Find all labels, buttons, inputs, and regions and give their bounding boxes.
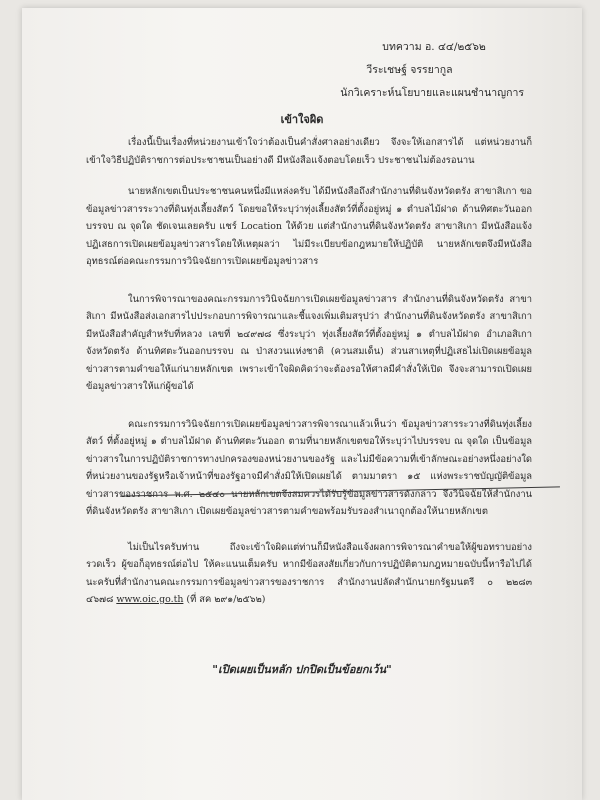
article-number: บทความ อ. ๔๔/๒๕๖๒ (382, 41, 486, 53)
article-body (86, 134, 532, 623)
paragraph-5 (86, 539, 532, 609)
paragraph-5-text: ไม่เป็นไรครับท่าน ถึงจะเข้าใจผิดแต่ท่านก็มีหนังสือแจ้งผลการพิจารณาคำขอให้ผู้ขอทราบอย่างรวดเร็ว ผู้ขอก็อุทธรณ์ต่อไป ให้คะแนนเต็มครับ หากมีข้อสงสัยเกี่ยวกับการปฏิบัติตามกฎหมายฉบับนี้หารือไปได้นะครับที่สำนักงานคณะกรรมการข้อมูลข่าวสารของราชการ สำนักงานปลัดสำนักนายกรัฐมนตรี (86, 541, 532, 588)
author-position: นักวิเคราะห์นโยบายและแผนชำนาญการ (340, 87, 524, 99)
paragraph-4: คณะกรรมการวินิจฉัยการเปิดเผยข้อมูลข่าวสารพิจารณาแล้วเห็นว่า ข้อมูลข่าวสารระวางที่ดินทุ่งเลี้ยงสัตว์ ที่ตั้งอยู่หมู่ ๑ ตำบลไม้ฝาด ด้านทิศตะวันออก ตามที่นายหลักเขตขอให้ระบุว่าไปบรรจบ ณ จุดใด เป็นข้อมูลข่าวสารในการปฏิบัติราชการทางปกครองของหน่วยงานของรัฐ และไม่มีข้อความที่เข้าลักษณะอย่างหนึ่งอย่างใดที่หน่วยงานของรัฐหรือเจ้าหน้าที่ของรัฐอาจมีคำสั่งมิให้เปิดเผยได้ ตามมาตรา ๑๕ แห่งพระราชบัญญัติข้อมูลข่าวสารของราชการ พ.ศ. ๒๕๔๐ นายหลักเขตจึงสมควรได้รับรู้ข้อมูลข่าวสารดังกล่าว จึงวินิจฉัยให้สำนักงานที่ดินจังหวัดตรัง สาขาสิเกา เปิดเผยข้อมูลข่าวสารตามคำขอพร้อมรับรองสำเนาถูกต้องให้นายหลักเขต (86, 418, 532, 517)
paragraph-2: นายหลักเขตเป็นประชาชนคนหนึ่งมีแหล่งครับ ได้มีหนังสือถึงสำนักงานที่ดินจังหวัดตรัง สาขาสิเกา ขอข้อมูลข่าวสารระวางที่ดินทุ่งเลี้ยงสัตว์ โดยขอให้ระบุว่าทุ่งเลี้ยงสัตว์ที่ตั้งอยู่หมู่ ๑ ตำบลไม้ฝาด ด้านทิศตะวันออก บรรจบ ณ จุดใด ชัดเจนเลยครับ แชร์ Location ให้ด้วย แต่สำนักงานที่ดินจังหวัดตรัง สาขาสิเกา มีหนังสือแจ้งปฏิเสธการเปิดเผยข้อมูลข่าวสารโดยให้เหตุผลว่า ไม่มีระเบียบข้อกฎหมายให้ปฏิบัติ นายหลักเขตจึงมีหนังสืออุทธรณ์ต่อคณะกรรมการวินิจฉัยการเปิดเผยข้อมูลข่าวสาร (86, 186, 532, 267)
paragraph-1: เรื่องนี้เป็นเรื่องที่หน่วยงานเข้าใจว่าต้องเป็นคำสั่งศาลอย่างเดียว จึงจะให้เอกสารได้ แต่หน่วยงานก็เข้าใจวิธีปฏิบัติราชการต่อประชาชนเป็นอย่างดี มีหนังสือแจ้งตอบโดยเร็ว ประชาชนไม่ต้องรอนาน (86, 137, 532, 166)
author-name: วีระเชษฐ์ จรรยากูล (366, 64, 453, 76)
website-link[interactable]: www.oic.go.th (116, 594, 184, 605)
slogan: "เปิดเผยเป็นหลัก ปกปิดเป็นข้อยกเว้น" (212, 663, 392, 676)
document-page (22, 8, 582, 800)
article-header (340, 36, 524, 105)
contact-phone: ๐ ๒๒๘๓ ๔๖๗๘ (86, 576, 532, 605)
article-title: เข้าใจผิด (280, 113, 324, 126)
paragraph-3: ในการพิจารณาของคณะกรรมการวินิจฉัยการเปิดเผยข้อมูลข่าวสาร สำนักงานที่ดินจังหวัดตรัง สาขาสิเกา มีหนังสือส่งเอกสารไปประกอบการพิจารณาและชี้แจงเพิ่มเติมสรุปว่า สำนักงานที่ดินจังหวัดตรัง สาขาสิเกา มีหนังสือสำคัญสำหรับที่หลวง เลขที่ ๒๔๙๗๘ ซึ่งระบุว่า ทุ่งเลี้ยงสัตว์ที่ตั้งอยู่หมู่ ๑ ตำบลไม้ฝาด อำเภอสิเกา จังหวัดตรัง ด้านทิศตะวันออกบรรจบ ณ ป่าสงวนแห่งชาติ (ควนสมเด็น) ส่วนสาเหตุที่ปฏิเสธไม่เปิดเผยข้อมูลข่าวสารตามคำขอให้แก่นายหลักเขต เพราะเข้าใจผิดคิดว่าจะต้องรอให้ศาลมีคำสั่งให้เปิด จึงจะสามารถเปิดเผยข้อมูลข่าวสารให้แก่ผู้ขอได้ (86, 293, 532, 392)
reference-number: (ที่ สค ๒๙๑/๒๕๖๒) (186, 594, 266, 605)
